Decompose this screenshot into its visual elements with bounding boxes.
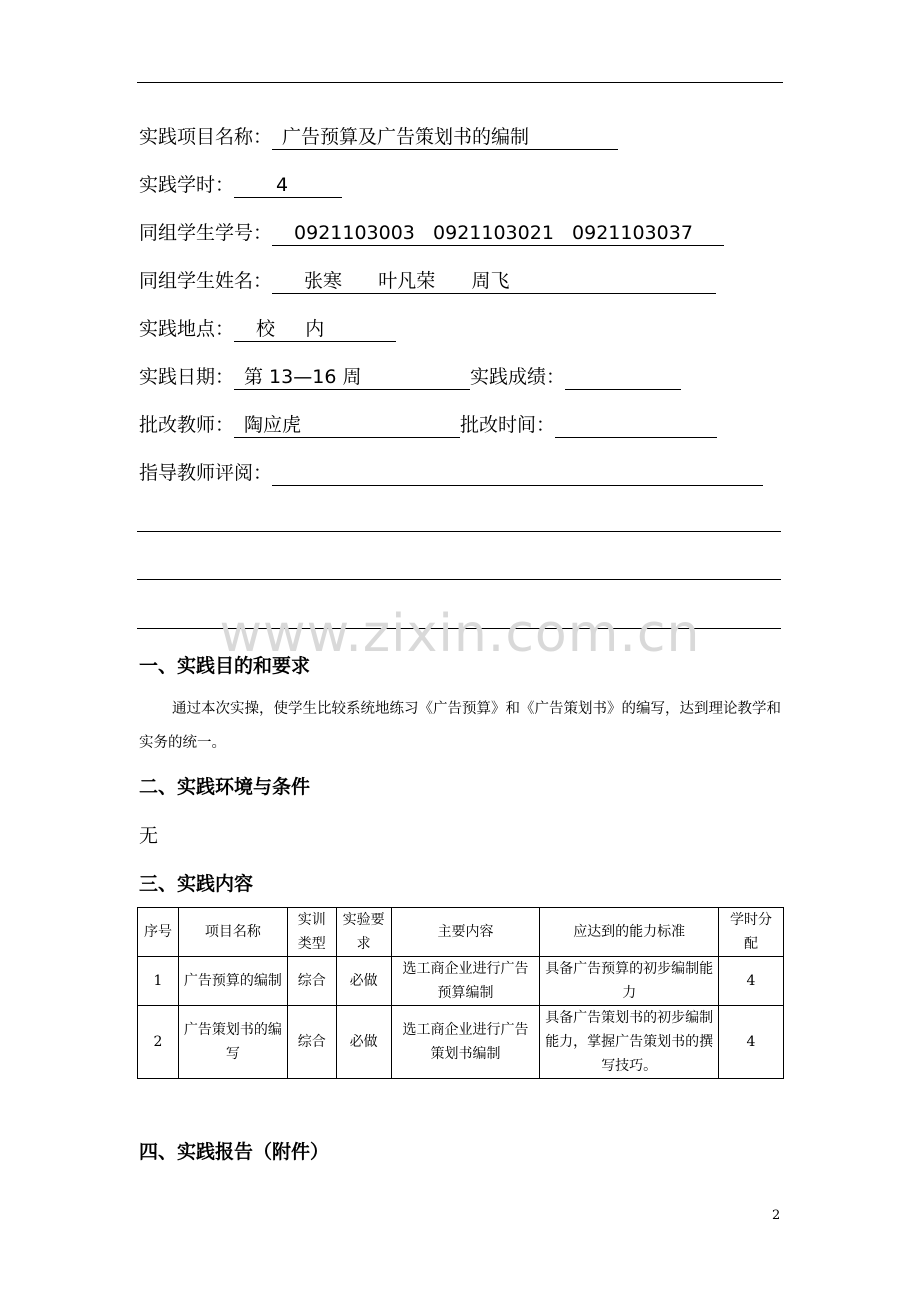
form-row-teacher (139, 410, 717, 440)
table-cell: 选工商企业进行广告预算编制 (391, 957, 540, 1006)
form-row-location (139, 314, 396, 344)
table-header-cell: 主要内容 (391, 908, 540, 957)
student-names-field (272, 266, 716, 294)
table-cell: 具备广告策划书的初步编制能力，掌握广告策划书的撰写技巧。 (540, 1006, 719, 1079)
date-value: 第 13—16 周 (244, 366, 362, 388)
review-time-label: 批改时间： (460, 414, 556, 436)
table-header-cell: 项目名称 (178, 908, 287, 957)
table-cell: 具备广告预算的初步编制能力 (540, 957, 719, 1006)
date-label: 实践日期： (139, 366, 235, 388)
student-names-value: 张寒 叶凡荣 周飞 (304, 270, 510, 292)
content-table (137, 907, 784, 1079)
table-header-cell: 学时分配 (719, 908, 784, 957)
table-cell: 4 (719, 957, 784, 1006)
form-row-hours (139, 170, 342, 200)
section-heading-environment: 二、实践环境与条件 (139, 776, 311, 798)
teacher-field (234, 410, 460, 438)
date-field (234, 362, 470, 390)
table-cell: 必做 (336, 957, 391, 1006)
location-field (234, 314, 396, 342)
comment-field (272, 458, 763, 486)
table-row (138, 957, 784, 1006)
header-rule (137, 82, 783, 83)
comment-line (137, 579, 781, 580)
table-header-row (138, 908, 784, 957)
section-heading-content: 三、实践内容 (139, 873, 254, 895)
grade-label: 实践成绩： (470, 366, 566, 388)
grade-field (565, 362, 681, 390)
table-header-cell: 实验要求 (336, 908, 391, 957)
table-cell: 1 (138, 957, 179, 1006)
project-name-value: 广告预算及广告策划书的编制 (282, 126, 530, 148)
student-names-label: 同组学生姓名： (139, 270, 273, 292)
table-cell: 广告策划书的编写 (178, 1006, 287, 1079)
table-cell: 2 (138, 1006, 179, 1079)
table-row (138, 1006, 784, 1079)
table-cell: 综合 (287, 957, 336, 1006)
table-cell: 必做 (336, 1006, 391, 1079)
table-header-cell: 实训类型 (287, 908, 336, 957)
section-heading-objectives: 一、实践目的和要求 (139, 655, 311, 677)
student-ids-label: 同组学生学号： (139, 222, 273, 244)
page-number: 2 (772, 1208, 781, 1223)
teacher-value: 陶应虎 (244, 414, 302, 436)
form-row-date (139, 362, 681, 392)
project-name-field (272, 122, 618, 150)
watermark: www.zixin.com.cn (219, 604, 701, 664)
table-header-cell: 应达到的能力标准 (540, 908, 719, 957)
form-row-student-names (139, 266, 716, 296)
project-name-label: 实践项目名称： (139, 126, 273, 148)
section-heading-report: 四、实践报告（附件） (139, 1141, 330, 1163)
table-cell: 广告预算的编制 (178, 957, 287, 1006)
table-cell: 综合 (287, 1006, 336, 1079)
comment-label: 指导教师评阅： (139, 462, 273, 484)
objectives-paragraph (139, 692, 789, 760)
student-ids-field (272, 218, 724, 246)
location-label: 实践地点： (139, 318, 235, 340)
environment-text: 无 (139, 825, 159, 847)
table-header-cell: 序号 (138, 908, 179, 957)
hours-value: 4 (276, 174, 289, 196)
hours-field (234, 170, 342, 198)
student-ids-value: 0921103003 0921103021 0921103037 (294, 222, 693, 244)
objectives-text: 通过本次实操，使学生比较系统地练习《广告预算》和《广告策划书》的编写，达到理论教学和实务的统一。 (139, 701, 781, 751)
form-row-student-ids (139, 218, 724, 248)
form-row-project-name (139, 122, 618, 152)
table-cell: 4 (719, 1006, 784, 1079)
teacher-label: 批改教师： (139, 414, 235, 436)
comment-line (137, 531, 781, 532)
table-cell: 选工商企业进行广告策划书编制 (391, 1006, 540, 1079)
review-time-field (555, 410, 717, 438)
form-row-comment (139, 458, 763, 488)
location-value: 校 内 (256, 318, 325, 340)
hours-label: 实践学时： (139, 174, 235, 196)
